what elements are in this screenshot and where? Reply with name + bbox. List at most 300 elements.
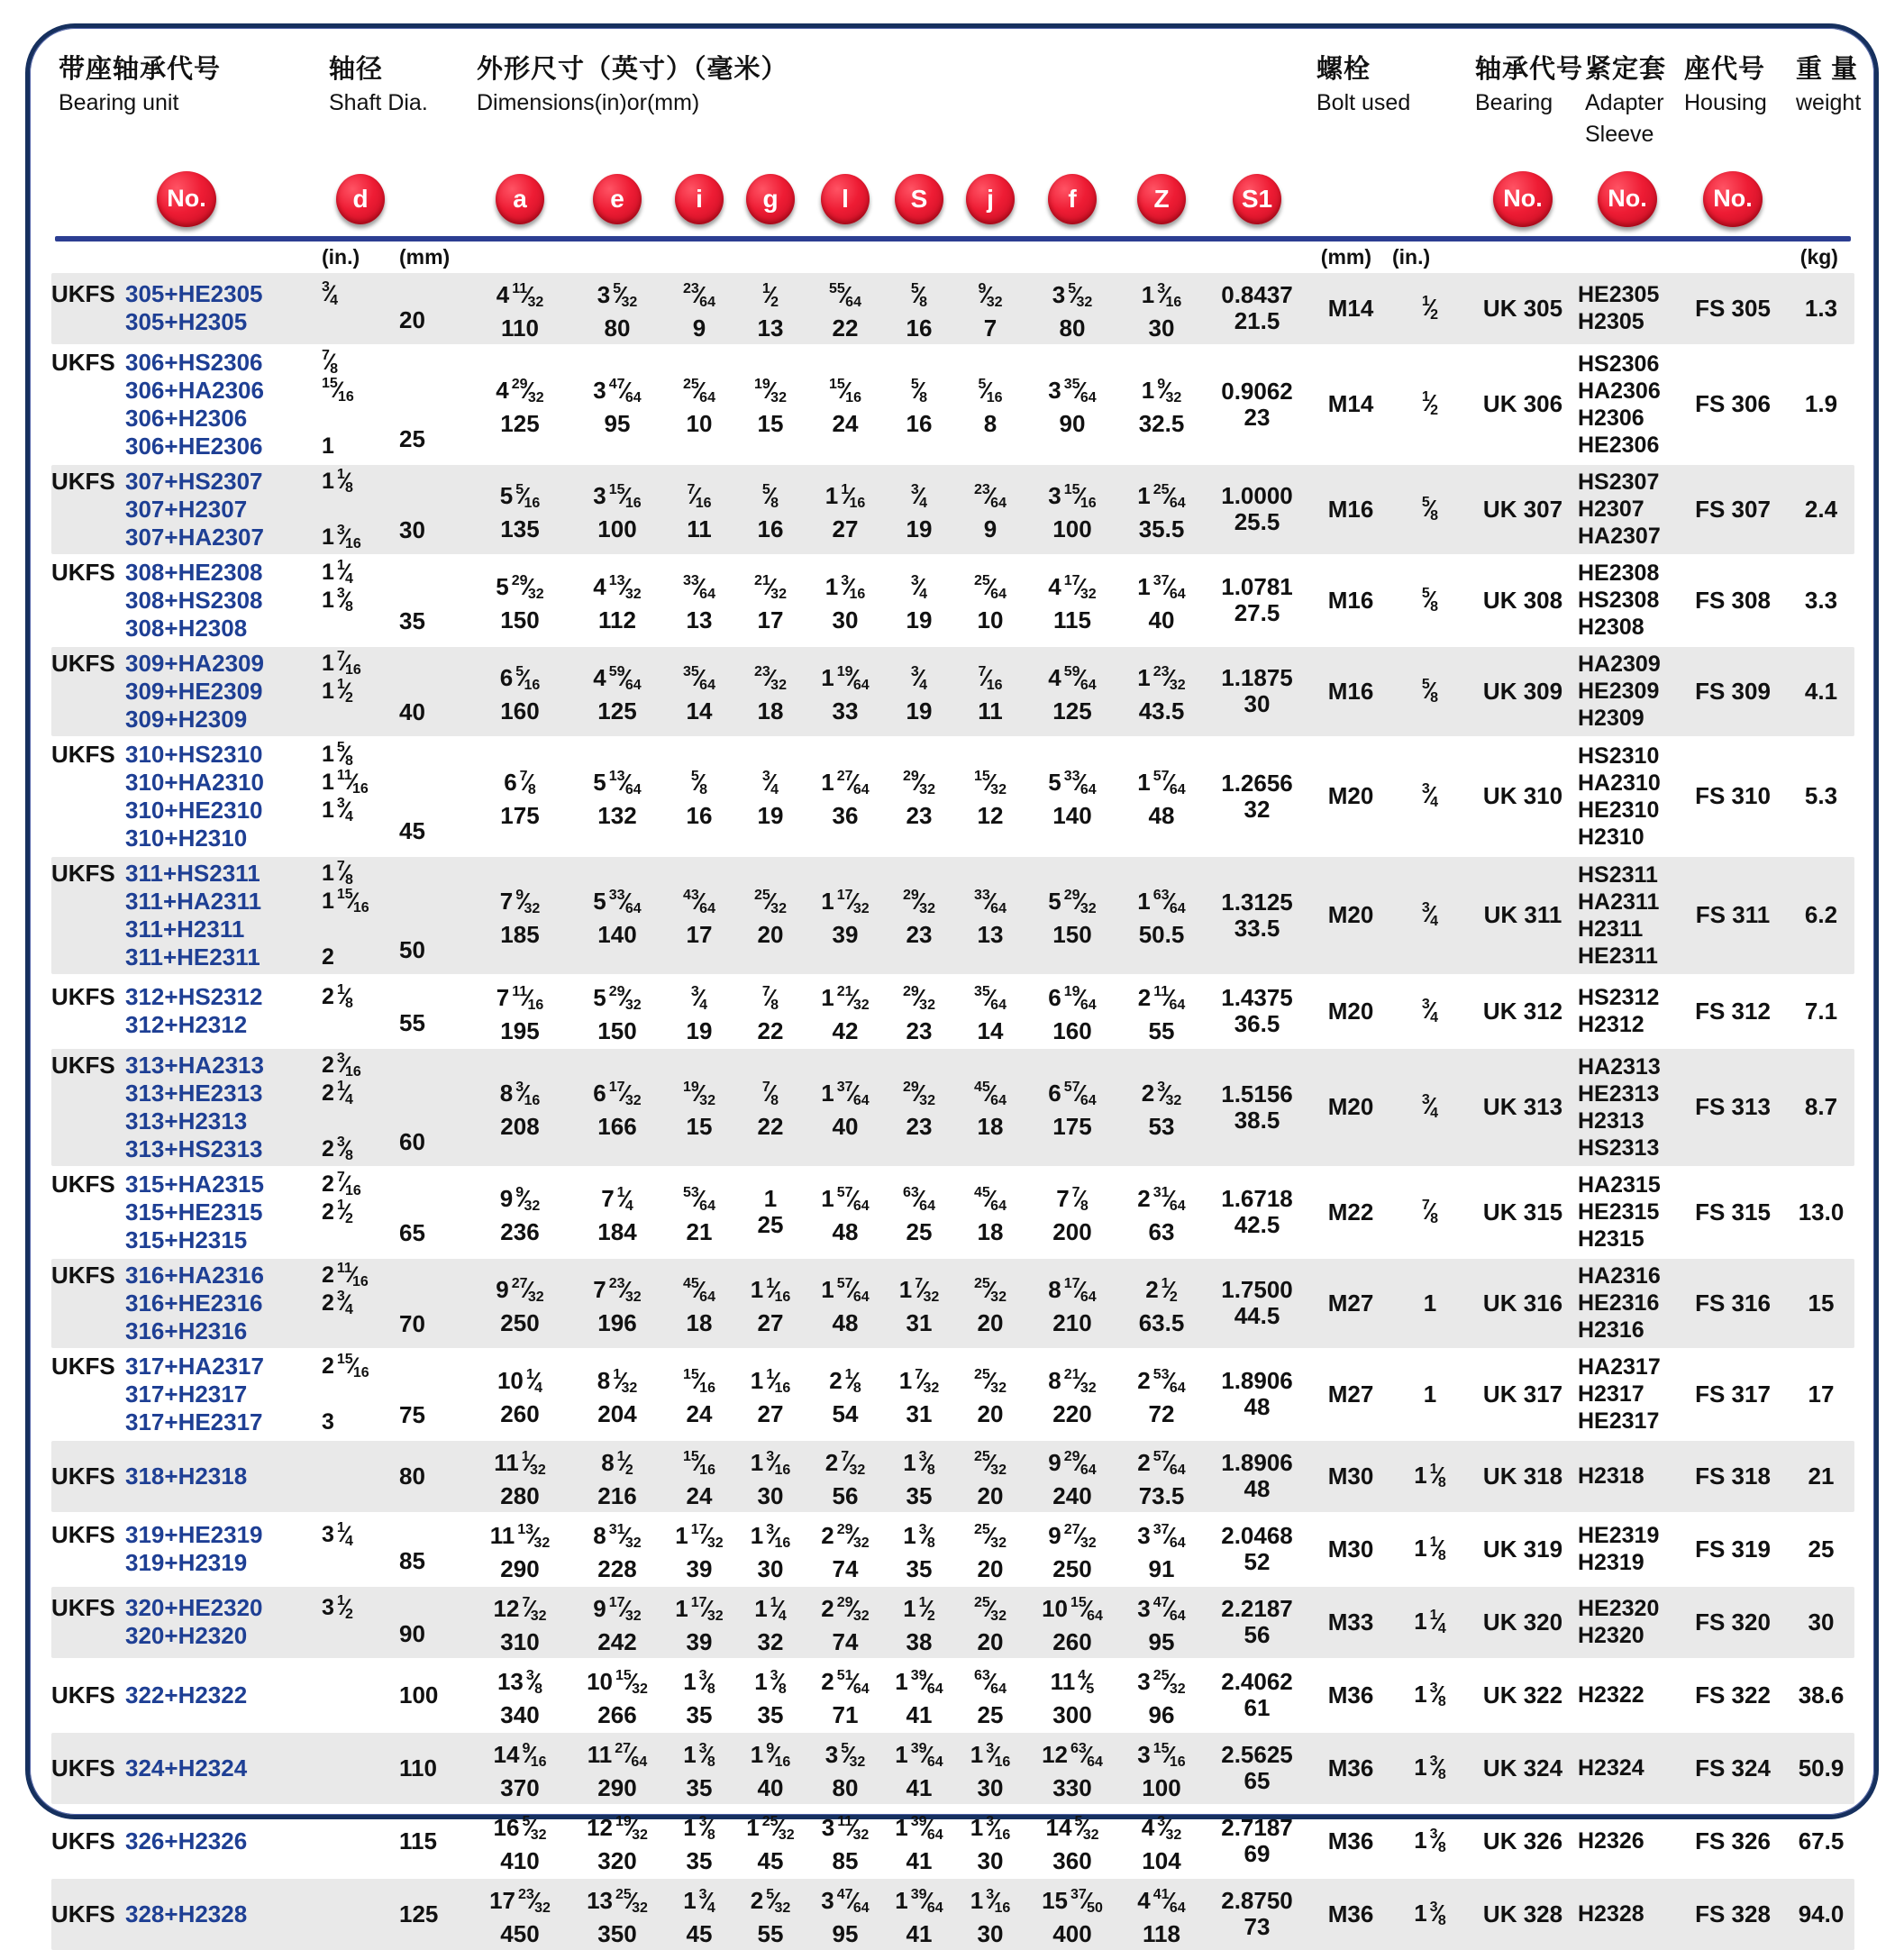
dim-S1-in: 2.0468 — [1221, 1522, 1293, 1550]
unit-prefix: UKFS — [51, 1754, 115, 1781]
unit-code: 326+H2326 — [125, 1827, 248, 1854]
dim-a-in: 7 $^9⁄_{32}$ — [499, 888, 541, 917]
dim-g — [734, 371, 806, 437]
shaft-dia-in: 2 $^3⁄_8$ — [322, 1134, 353, 1163]
header-dimensions-zh: 外形尺寸（英寸）（毫米） — [477, 55, 788, 84]
dim-f — [1026, 1517, 1118, 1582]
adapter-sleeve-code: HA2309 — [1578, 652, 1661, 678]
dim-S1-mm: 48 — [1244, 1475, 1271, 1503]
dim-f-mm: 175 — [1052, 1113, 1092, 1141]
dim-l-mm: 39 — [832, 921, 859, 949]
dim-a-mm: 150 — [500, 606, 540, 633]
dim-Z-in: 1 $^{25}⁄_{64}$ — [1137, 481, 1186, 511]
dim-f — [1026, 477, 1118, 542]
bearing-no-cell: UK 322 — [1482, 1681, 1563, 1709]
adapter-sleeve-cell — [1578, 1171, 1677, 1253]
dim-S-in: $^{63}⁄_{64}$ — [903, 1184, 935, 1214]
bolt-in-cell: 1 $^3⁄_8$ — [1414, 1826, 1446, 1855]
dim-j — [954, 1517, 1026, 1582]
dim-S1-in: 1.1875 — [1221, 664, 1293, 692]
dim-l-in: 3 $^{11}⁄_{32}$ — [821, 1813, 870, 1843]
adapter-sleeve-cell — [1578, 351, 1677, 459]
dim-e — [570, 1271, 664, 1336]
dim-f-mm: 90 — [1059, 410, 1086, 438]
dim-S-in: $^3⁄_4$ — [910, 572, 928, 602]
dim-e-in: 3 $^{15}⁄_{16}$ — [593, 481, 642, 511]
dim-g-in: $^7⁄_8$ — [761, 1080, 779, 1109]
dim-e — [570, 371, 664, 437]
dim-e-mm: 228 — [597, 1554, 637, 1582]
header-dimensions — [477, 55, 1316, 116]
dim-f — [1026, 763, 1118, 829]
table-row — [51, 976, 1854, 1047]
dim-S-in: 1 $^3⁄_8$ — [903, 1521, 935, 1551]
dim-S1-in: 1.2656 — [1221, 769, 1293, 797]
weight-cell: 1.3 — [1804, 294, 1838, 322]
unit-prefix: UKFS — [51, 649, 115, 677]
shaft-dia-in: 3 — [322, 1408, 334, 1435]
shaft-dia-in-cell — [322, 1827, 399, 1855]
dim-g-in: 1 $^1⁄_{16}$ — [750, 1275, 791, 1305]
dim-S-in: $^5⁄_8$ — [910, 280, 928, 310]
dim-l-mm: 80 — [832, 1773, 859, 1801]
adapter-sleeve-code: HA2315 — [1578, 1172, 1661, 1198]
dim-S — [884, 882, 954, 948]
bolt-size-cell: M20 — [1327, 901, 1374, 929]
dim-j-mm: 20 — [977, 1554, 1004, 1582]
dim-S — [884, 1663, 954, 1728]
dim-Z-mm: 72 — [1148, 1399, 1175, 1427]
dim-S1-mm: 52 — [1244, 1548, 1271, 1576]
bearing-unit-code — [51, 1262, 322, 1289]
housing-no-cell: FS 326 — [1695, 1827, 1771, 1854]
bearing-no-cell: UK 306 — [1482, 390, 1563, 418]
dim-a — [469, 882, 570, 948]
unit-prefix — [51, 797, 125, 825]
table-row — [51, 1733, 1854, 1804]
dim-a-mm: 410 — [500, 1846, 540, 1874]
dim-Z-mm: 104 — [1142, 1846, 1181, 1874]
bolt-size-cell: M14 — [1327, 390, 1374, 418]
dim-e — [570, 1809, 664, 1874]
bearing-unit-code — [51, 888, 322, 916]
bearing-no-cell: UK 316 — [1482, 1289, 1563, 1317]
adapter-sleeve-code: HE2309 — [1578, 679, 1660, 705]
dim-S1-in: 1.6718 — [1221, 1185, 1293, 1213]
dim-i-in: $^{53}⁄_{64}$ — [683, 1184, 715, 1214]
dim-f-mm: 125 — [1052, 697, 1092, 724]
housing-no-cell: FS 313 — [1695, 1093, 1771, 1121]
dim-a — [469, 1882, 570, 1947]
dim-i-mm: 24 — [686, 1481, 713, 1509]
dim-g-mm: 30 — [757, 1554, 784, 1582]
header-adapter-en1: Adapter — [1585, 90, 1664, 116]
shaft-dia-mm-cell: 20 — [399, 305, 425, 333]
bearing-unit-code — [51, 797, 322, 825]
shaft-dia-in — [322, 825, 399, 852]
dim-e-in: 8 $^{31}⁄_{32}$ — [593, 1521, 642, 1551]
dim-j — [954, 477, 1026, 542]
unit-prefix — [51, 1135, 125, 1163]
dim-Z-in: 2 $^{11}⁄_{64}$ — [1137, 983, 1186, 1013]
shaft-dia-in: 3 $^1⁄_2$ — [322, 1593, 353, 1623]
unit-prefix: UKFS — [51, 558, 115, 586]
dim-l — [806, 1074, 884, 1140]
dim-e-in: 4 $^{13}⁄_{32}$ — [593, 572, 642, 602]
shaft-dia-mm-cell: 35 — [399, 606, 425, 634]
dim-g-in: 1 $^1⁄_4$ — [754, 1594, 787, 1624]
shaft-dia-in-cell — [322, 1594, 399, 1650]
dim-Z-in: 1 $^3⁄_{16}$ — [1141, 280, 1182, 310]
dim-Z — [1118, 979, 1205, 1044]
unit-code: 311+HS2311 — [125, 859, 260, 887]
dim-e — [570, 1663, 664, 1728]
dim-a-mm: 160 — [500, 697, 540, 724]
dim-Z — [1118, 1809, 1205, 1874]
dim-l-mm: 24 — [832, 410, 859, 438]
bearing-no-cell: UK 315 — [1482, 1198, 1563, 1226]
unit-code: 306+HE2306 — [125, 432, 263, 460]
weight-cell: 25 — [1808, 1535, 1835, 1563]
dim-j-mm: 20 — [977, 1627, 1004, 1655]
adapter-sleeve-code: H2328 — [1578, 1901, 1644, 1927]
dim-a-mm: 340 — [500, 1700, 540, 1728]
dim-Z-in: 3 $^{37}⁄_{64}$ — [1137, 1521, 1186, 1551]
dim-j-in: $^{25}⁄_{32}$ — [974, 1366, 1007, 1396]
dim-a-in: 13 $^3⁄_8$ — [496, 1667, 543, 1697]
dim-S1 — [1205, 1277, 1309, 1329]
dim-f-in: 4 $^{59}⁄_{64}$ — [1048, 663, 1097, 693]
dim-g-mm: 55 — [757, 1919, 784, 1947]
shaft-dia-in-cell — [322, 1681, 399, 1709]
unit-code: 316+HE2316 — [125, 1289, 263, 1317]
dim-j-mm: 20 — [977, 1399, 1004, 1427]
dim-Z-mm: 63 — [1148, 1217, 1175, 1245]
table-row — [51, 273, 1854, 344]
dim-j — [954, 1074, 1026, 1140]
bearing-unit-code — [51, 1135, 322, 1163]
dim-j-in: 1 3⁄16 — [970, 1886, 1011, 1916]
dim-Z — [1118, 1663, 1205, 1728]
column-badge-z: Z — [1137, 174, 1186, 224]
dim-S — [884, 1180, 954, 1245]
shaft-dia-in: 1 $^7⁄_{16}$ — [322, 648, 361, 678]
dim-i-in: $^3⁄_4$ — [690, 983, 708, 1013]
dim-f — [1026, 276, 1118, 342]
dim-f — [1026, 1271, 1118, 1336]
dim-e — [570, 276, 664, 342]
bearing-no-cell: UK 324 — [1482, 1754, 1563, 1781]
dim-g — [734, 1663, 806, 1728]
dim-a — [469, 763, 570, 829]
dim-i-mm: 14 — [686, 697, 713, 724]
dim-S1-mm: 32 — [1244, 795, 1271, 823]
dim-f-in: 9 $^{29}⁄_{64}$ — [1048, 1448, 1097, 1478]
dim-a — [469, 276, 570, 342]
dim-e — [570, 979, 664, 1044]
adapter-sleeve-cell — [1578, 1595, 1677, 1649]
dim-f — [1026, 371, 1118, 437]
dim-l-in: 2 $^{51}⁄_{64}$ — [821, 1667, 870, 1697]
dim-Z-in: 1 $^{23}⁄_{32}$ — [1137, 663, 1186, 693]
dim-j-in: $^{63}⁄_{64}$ — [974, 1667, 1007, 1697]
dim-S1-in: 0.8437 — [1221, 281, 1293, 309]
dim-i — [664, 1444, 734, 1509]
bearing-unit-code — [51, 860, 322, 888]
dim-i-in: 1 $^3⁄_4$ — [683, 1886, 715, 1916]
dim-Z-mm: 95 — [1148, 1627, 1175, 1655]
unit-prefix — [51, 1622, 125, 1650]
dim-l-mm: 22 — [832, 314, 859, 342]
dim-S1 — [1205, 1669, 1309, 1721]
dim-e-mm: 320 — [597, 1846, 637, 1874]
unit-prefix — [51, 1380, 125, 1408]
dim-a-in: 4 $^{29}⁄_{32}$ — [496, 377, 544, 406]
weight-cell: 6.2 — [1804, 901, 1838, 929]
dim-S-mm: 41 — [906, 1700, 933, 1728]
dim-j-in: $^{25}⁄_{32}$ — [974, 1521, 1007, 1551]
dim-i-in: 1 $^3⁄_8$ — [683, 1813, 715, 1843]
bearing-unit-cell — [51, 1052, 322, 1163]
dim-a — [469, 1663, 570, 1728]
header-bolt-used-en: Bolt used — [1316, 90, 1411, 116]
dim-S1-in: 2.2187 — [1221, 1595, 1293, 1623]
shaft-dia-in: 1 $^5⁄_8$ — [322, 739, 353, 769]
dim-e-mm: 242 — [597, 1627, 637, 1655]
table-row — [51, 346, 1854, 463]
dim-S-mm: 31 — [906, 1308, 933, 1336]
bolt-in-unit-label: (in.) — [1392, 244, 1431, 269]
header-shaft-dia — [329, 55, 477, 116]
weight-cell: 38.6 — [1798, 1681, 1845, 1709]
dim-j-mm: 30 — [977, 1846, 1004, 1874]
bearing-unit-code — [51, 1827, 322, 1855]
dim-Z-in: 4 $^3⁄_{32}$ — [1141, 1813, 1182, 1843]
bearing-unit-code — [51, 1198, 322, 1226]
dim-g-mm: 45 — [757, 1846, 784, 1874]
bolt-size-cell: M16 — [1327, 495, 1374, 523]
unit-code: 310+HE2310 — [125, 796, 263, 824]
adapter-sleeve-cell — [1578, 651, 1677, 732]
dim-S-mm: 25 — [906, 1217, 933, 1245]
unit-prefix — [51, 377, 125, 405]
unit-code: 309+HA2309 — [125, 649, 264, 677]
bearing-no-cell: UK 319 — [1482, 1535, 1563, 1563]
unit-prefix: UKFS — [51, 1681, 115, 1709]
dim-S1 — [1205, 1450, 1309, 1502]
dim-a-in: 9 $^9⁄_{32}$ — [499, 1184, 541, 1214]
shaft-dia-in: 2 — [322, 943, 334, 970]
bearing-unit-code — [51, 405, 322, 433]
dim-S — [884, 1590, 954, 1655]
dim-S — [884, 568, 954, 633]
column-badge-f: f — [1048, 174, 1097, 224]
bolt-size-cell: M30 — [1327, 1462, 1374, 1490]
table-row — [51, 1514, 1854, 1585]
dim-i-in: $^{19}⁄_{32}$ — [683, 1080, 715, 1109]
dim-S-in: $^{29}⁄_{32}$ — [903, 888, 935, 917]
dim-g — [734, 1186, 806, 1238]
dim-S-mm: 23 — [906, 921, 933, 949]
bolt-in-cell: $^3⁄_4$ — [1421, 996, 1439, 1025]
unit-prefix: UKFS — [51, 348, 115, 376]
header-weight-zh: 重 量 — [1796, 55, 1859, 84]
dim-a-in: 10 $^1⁄_4$ — [496, 1366, 543, 1396]
dim-i-in: $^{43}⁄_{64}$ — [683, 888, 715, 917]
dim-f-in: 6 $^{19}⁄_{64}$ — [1048, 983, 1097, 1013]
bearing-no-cell: UK 328 — [1482, 1900, 1563, 1927]
dim-f — [1026, 979, 1118, 1044]
dim-e-in: 5 $^{33}⁄_{64}$ — [593, 888, 642, 917]
dim-Z-in: 2 $^1⁄_2$ — [1145, 1275, 1178, 1305]
bolt-in-cell: $^3⁄_4$ — [1421, 900, 1439, 930]
weight-cell: 1.9 — [1804, 390, 1838, 418]
dim-a-in: 11 $^1⁄_{32}$ — [494, 1448, 546, 1478]
dim-j-in: $^{35}⁄_{64}$ — [974, 983, 1007, 1013]
dim-j-mm: 18 — [977, 1113, 1004, 1141]
dim-j-in: $^7⁄_{16}$ — [978, 663, 1003, 693]
dim-j-mm: 20 — [977, 1481, 1004, 1509]
unit-code: 320+H2320 — [125, 1622, 248, 1650]
unit-prefix — [51, 916, 125, 943]
adapter-sleeve-cell — [1578, 560, 1677, 641]
dim-g — [734, 1271, 806, 1336]
dim-i-mm: 13 — [686, 606, 713, 633]
dim-a — [469, 371, 570, 437]
bearing-table-body — [51, 273, 1854, 1950]
dim-f-mm: 360 — [1052, 1846, 1092, 1874]
unit-code: 309+HE2309 — [125, 677, 263, 705]
weight-cell: 30 — [1808, 1608, 1835, 1636]
dim-a — [469, 979, 570, 1044]
shaft-dia-in-cell — [322, 983, 399, 1039]
dim-i-mm: 16 — [686, 802, 713, 830]
dim-j — [954, 1362, 1026, 1427]
bolt-size-cell: M14 — [1327, 294, 1374, 322]
unit-prefix: UKFS — [51, 740, 115, 768]
bearing-unit-code — [51, 1521, 322, 1549]
unit-prefix — [51, 1080, 125, 1107]
header-housing-en: Housing — [1684, 90, 1767, 116]
dim-i-mm: 10 — [686, 410, 713, 438]
adapter-sleeve-code: HA2306 — [1578, 378, 1661, 404]
shaft-in-unit-label: (in.) — [322, 244, 360, 269]
dim-S1-mm: 23 — [1244, 403, 1271, 431]
adapter-sleeve-cell — [1578, 1262, 1677, 1344]
dim-S1-mm: 61 — [1244, 1694, 1271, 1722]
dim-a-in: 17 $^{23}⁄_{32}$ — [489, 1886, 551, 1916]
dim-f — [1026, 1663, 1118, 1728]
dim-l-in: 1 $^{17}⁄_{32}$ — [821, 888, 870, 917]
header-bearing-unit-en: Bearing unit — [59, 90, 179, 116]
dim-S — [884, 1074, 954, 1140]
dim-e-in: 4 $^{59}⁄_{64}$ — [593, 663, 642, 693]
dim-S1 — [1205, 770, 1309, 823]
bolt-in-cell: 1 — [1423, 1380, 1437, 1408]
dim-g-in: $^{19}⁄_{32}$ — [754, 377, 787, 406]
unit-prefix — [51, 825, 125, 852]
dim-a — [469, 1517, 570, 1582]
dim-a — [469, 1809, 570, 1874]
dim-S — [884, 1444, 954, 1509]
dim-i-in: $^{33}⁄_{64}$ — [683, 572, 715, 602]
dim-f-in: 15 37⁄50 — [1042, 1886, 1103, 1916]
dim-e-mm: 80 — [604, 314, 631, 342]
housing-no-cell: FS 318 — [1695, 1462, 1771, 1490]
bolt-in-cell: $^5⁄_8$ — [1421, 676, 1439, 706]
adapter-sleeve-cell — [1578, 281, 1677, 335]
dim-i-mm: 9 — [692, 314, 706, 342]
dim-S1-in: 1.8906 — [1221, 1449, 1293, 1477]
shaft-dia-mm-cell: 125 — [399, 1900, 439, 1927]
bearing-unit-cell — [51, 1171, 322, 1254]
weight-cell: 5.3 — [1804, 782, 1838, 810]
dim-l-mm: 74 — [832, 1627, 859, 1655]
bearing-no-cell: UK 310 — [1482, 782, 1563, 810]
shaft-dia-in — [322, 1681, 399, 1709]
dim-l — [806, 1590, 884, 1655]
dim-S-in: 1 $^{39}⁄_{64}$ — [895, 1813, 943, 1843]
bearing-unit-code — [51, 1380, 322, 1408]
dim-Z-mm: 35.5 — [1138, 515, 1185, 542]
table-row — [51, 465, 1854, 554]
table-row — [51, 1049, 1854, 1166]
dim-Z-mm: 30 — [1148, 314, 1175, 342]
shaft-dia-in — [322, 405, 399, 433]
dim-j-in: $^{45}⁄_{64}$ — [974, 1184, 1007, 1214]
dim-S — [884, 659, 954, 724]
unit-code: 312+H2312 — [125, 1011, 248, 1039]
table-row — [51, 857, 1854, 974]
column-badge-j: j — [966, 174, 1015, 224]
dim-f-in: 3 $^5⁄_{32}$ — [1052, 280, 1093, 310]
adapter-sleeve-cell — [1578, 861, 1677, 970]
adapter-sleeve-code: HE2306 — [1578, 432, 1660, 458]
bolt-in-cell: $^3⁄_4$ — [1421, 1092, 1439, 1122]
dim-S-in: 1 $^7⁄_{32}$ — [898, 1366, 940, 1396]
column-badge-a: a — [496, 174, 544, 224]
dim-Z-mm: 50.5 — [1138, 921, 1185, 949]
dim-l-in: 3 47⁄64 — [821, 1886, 870, 1916]
dim-Z-in: 2 $^3⁄_{32}$ — [1141, 1080, 1182, 1109]
dim-f-in: 14 $^5⁄_{32}$ — [1045, 1813, 1099, 1843]
unit-code: 316+H2316 — [125, 1317, 248, 1344]
dim-i-mm: 35 — [686, 1700, 713, 1728]
dim-i-mm: 21 — [686, 1217, 713, 1245]
unit-code: 324+H2324 — [125, 1754, 248, 1781]
dim-l-mm: 27 — [832, 515, 859, 542]
unit-prefix — [51, 405, 125, 433]
unit-prefix: UKFS — [51, 280, 115, 308]
dim-g-in: 1 $^3⁄_{16}$ — [750, 1521, 791, 1551]
shaft-dia-in — [322, 1622, 399, 1650]
dim-g-mm: 13 — [757, 314, 784, 342]
bearing-no-cell: UK 309 — [1482, 677, 1563, 705]
dim-j — [954, 1590, 1026, 1655]
dim-l-in: 1 $^{37}⁄_{64}$ — [821, 1080, 870, 1109]
dim-S-mm: 19 — [906, 606, 933, 633]
weight-cell: 13.0 — [1798, 1198, 1845, 1226]
dim-i — [664, 1736, 734, 1801]
dim-f — [1026, 1736, 1118, 1801]
shaft-dia-in-cell — [322, 1353, 399, 1436]
dim-e — [570, 1736, 664, 1801]
dim-a — [469, 1444, 570, 1509]
dim-S1-mm: 69 — [1244, 1840, 1271, 1868]
unit-prefix: UKFS — [51, 983, 115, 1011]
dim-l-mm: 85 — [832, 1846, 859, 1874]
shaft-dia-mm-cell: 70 — [399, 1309, 425, 1337]
